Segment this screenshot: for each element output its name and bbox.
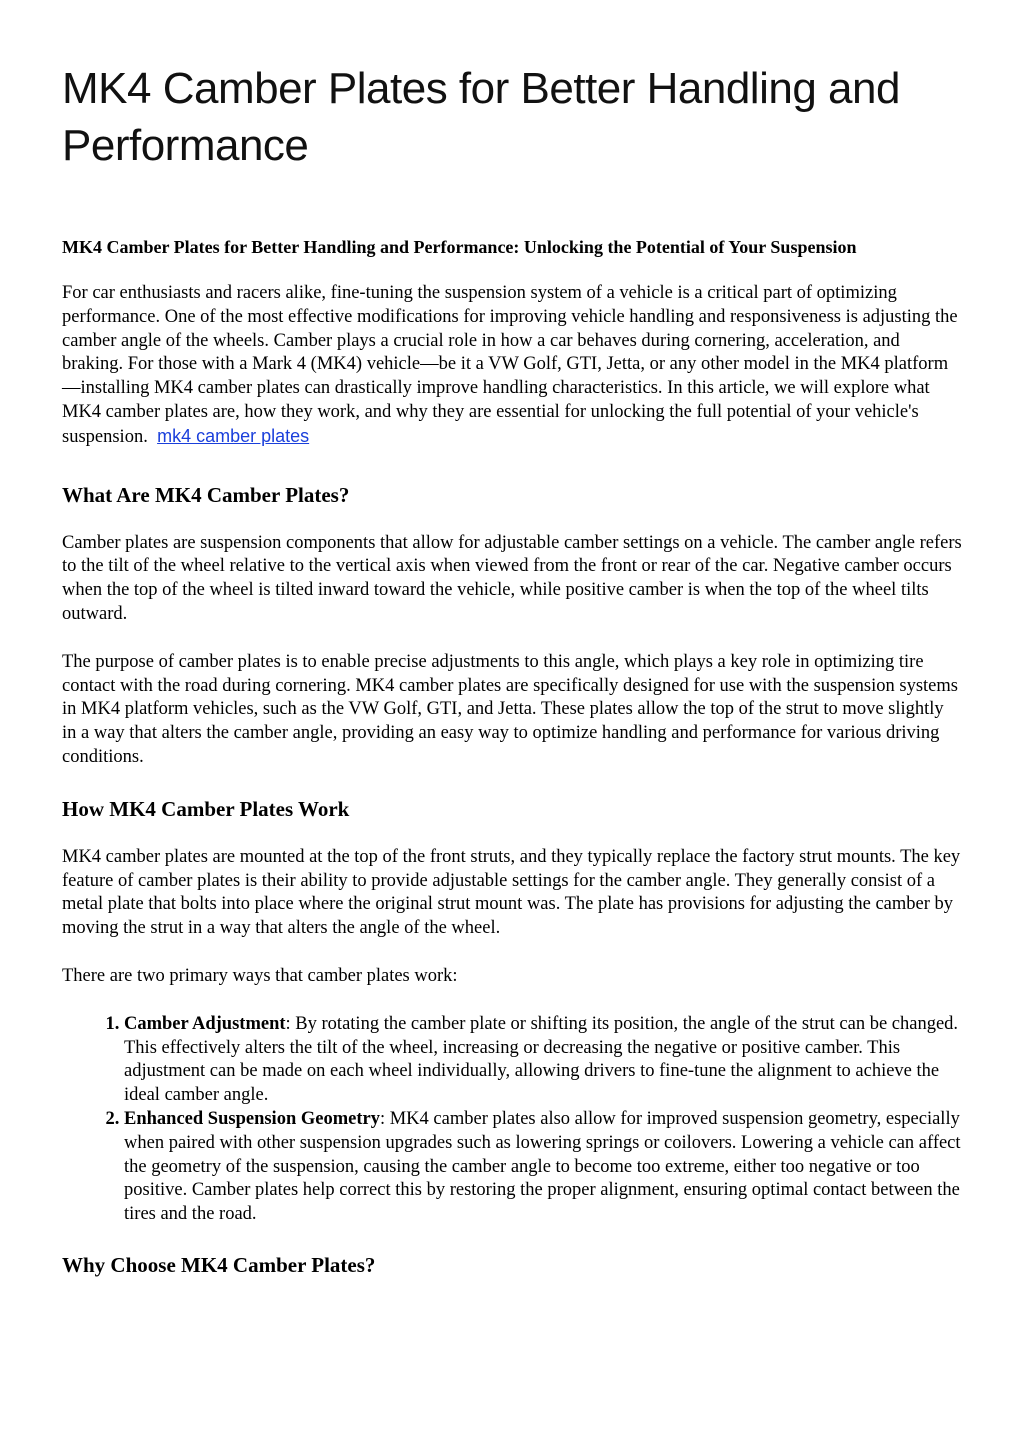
list-item — [124, 1108, 962, 1227]
intro-text: For car enthusiasts and racers alike, fine-tuning the suspension system of a vehicle is a critical part of optimizing performance. One of the most effective modifications for improving vehicle handling and responsiveness is adjusting the camber angle of the wheels. Camber plays a crucial role in how a car behaves during cornering, acceleration, and braking. For those with a Mark 4 (MK4) vehicle—be it a VW Golf, GTI, Jetta, or any other model in the MK4 platform—installing MK4 camber plates can drastically improve handling characteristics. In this article, we will explore what MK4 camber plates are, how they work, and why they are essential for unlocking the full potential of your vehicle's suspension. — [62, 283, 958, 447]
how-paragraph-1: MK4 camber plates are mounted at the top of the front struts, and they typically replace the factory strut mounts. The key feature of camber plates is their ability to provide adjustable settings for the camber angle. They generally consist of a metal plate that bolts into place where the original strut mount was. The plate has provisions for adjusting the camber by moving the strut in a way that alters the angle of the wheel. — [62, 846, 961, 939]
section-heading-what: What Are MK4 Camber Plates? — [62, 482, 350, 507]
list-item-term: Camber Adjustment — [124, 1013, 286, 1034]
list-item-text: : MK4 camber plates also allow for improved suspension geometry, especially when paired with other suspension upgrades such as lowering springs or coilovers. Lowering a vehicle can affect the geometry of the suspension, causing the camber angle to become too extreme, either too negative or too positive. Camber plates help correct this by restoring the proper alignment, ensuring optimal contact between the tires and the road. — [124, 1108, 961, 1225]
list-item — [124, 1013, 962, 1108]
camber-plate-methods-list — [62, 1013, 962, 1227]
document-page — [62, 0, 962, 1278]
list-item-term: Enhanced Suspension Geometry — [124, 1108, 380, 1129]
how-paragraph-2: There are two primary ways that camber plates work: — [62, 965, 458, 986]
what-paragraph-1: Camber plates are suspension components that allow for adjustable camber settings on a vehicle. The camber angle refers to the tilt of the wheel relative to the vertical axis when viewed from the front or rear of the car. Negative camber occurs when the top of the wheel is tilted inward toward the vehicle, while positive camber is when the top of the wheel tilts outward. — [62, 532, 962, 624]
section-heading-why: Why Choose MK4 Camber Plates? — [62, 1252, 376, 1277]
what-paragraph-2: The purpose of camber plates is to enable precise adjustments to this angle, which plays a key role in optimizing tire contact with the road during cornering. MK4 camber plates are specifically designed for use with the suspension systems in MK4 platform vehicles, such as the VW Golf, GTI, and Jetta. These plates allow the top of the strut to move slightly in a way that alters the camber angle, providing an easy way to optimize handling and performance for various driving conditions. — [62, 651, 958, 767]
section-heading-how: How MK4 Camber Plates Work — [62, 796, 350, 821]
mk4-camber-plates-link[interactable]: mk4 camber plates — [157, 425, 310, 446]
intro-paragraph — [62, 282, 962, 450]
page-title: MK4 Camber Plates for Better Handling and Performance — [62, 64, 900, 170]
list-item-text: : By rotating the camber plate or shifting its position, the angle of the strut can be changed. This effectively alters the tilt of the wheel, increasing or decreasing the negative or positive camber. This adjustment can be made on each wheel individually, allowing drivers to fine-tune the alignment to achieve the ideal camber angle. — [124, 1013, 959, 1106]
article-subtitle: MK4 Camber Plates for Better Handling and Performance: Unlocking the Potential of Your Suspension — [62, 237, 857, 257]
